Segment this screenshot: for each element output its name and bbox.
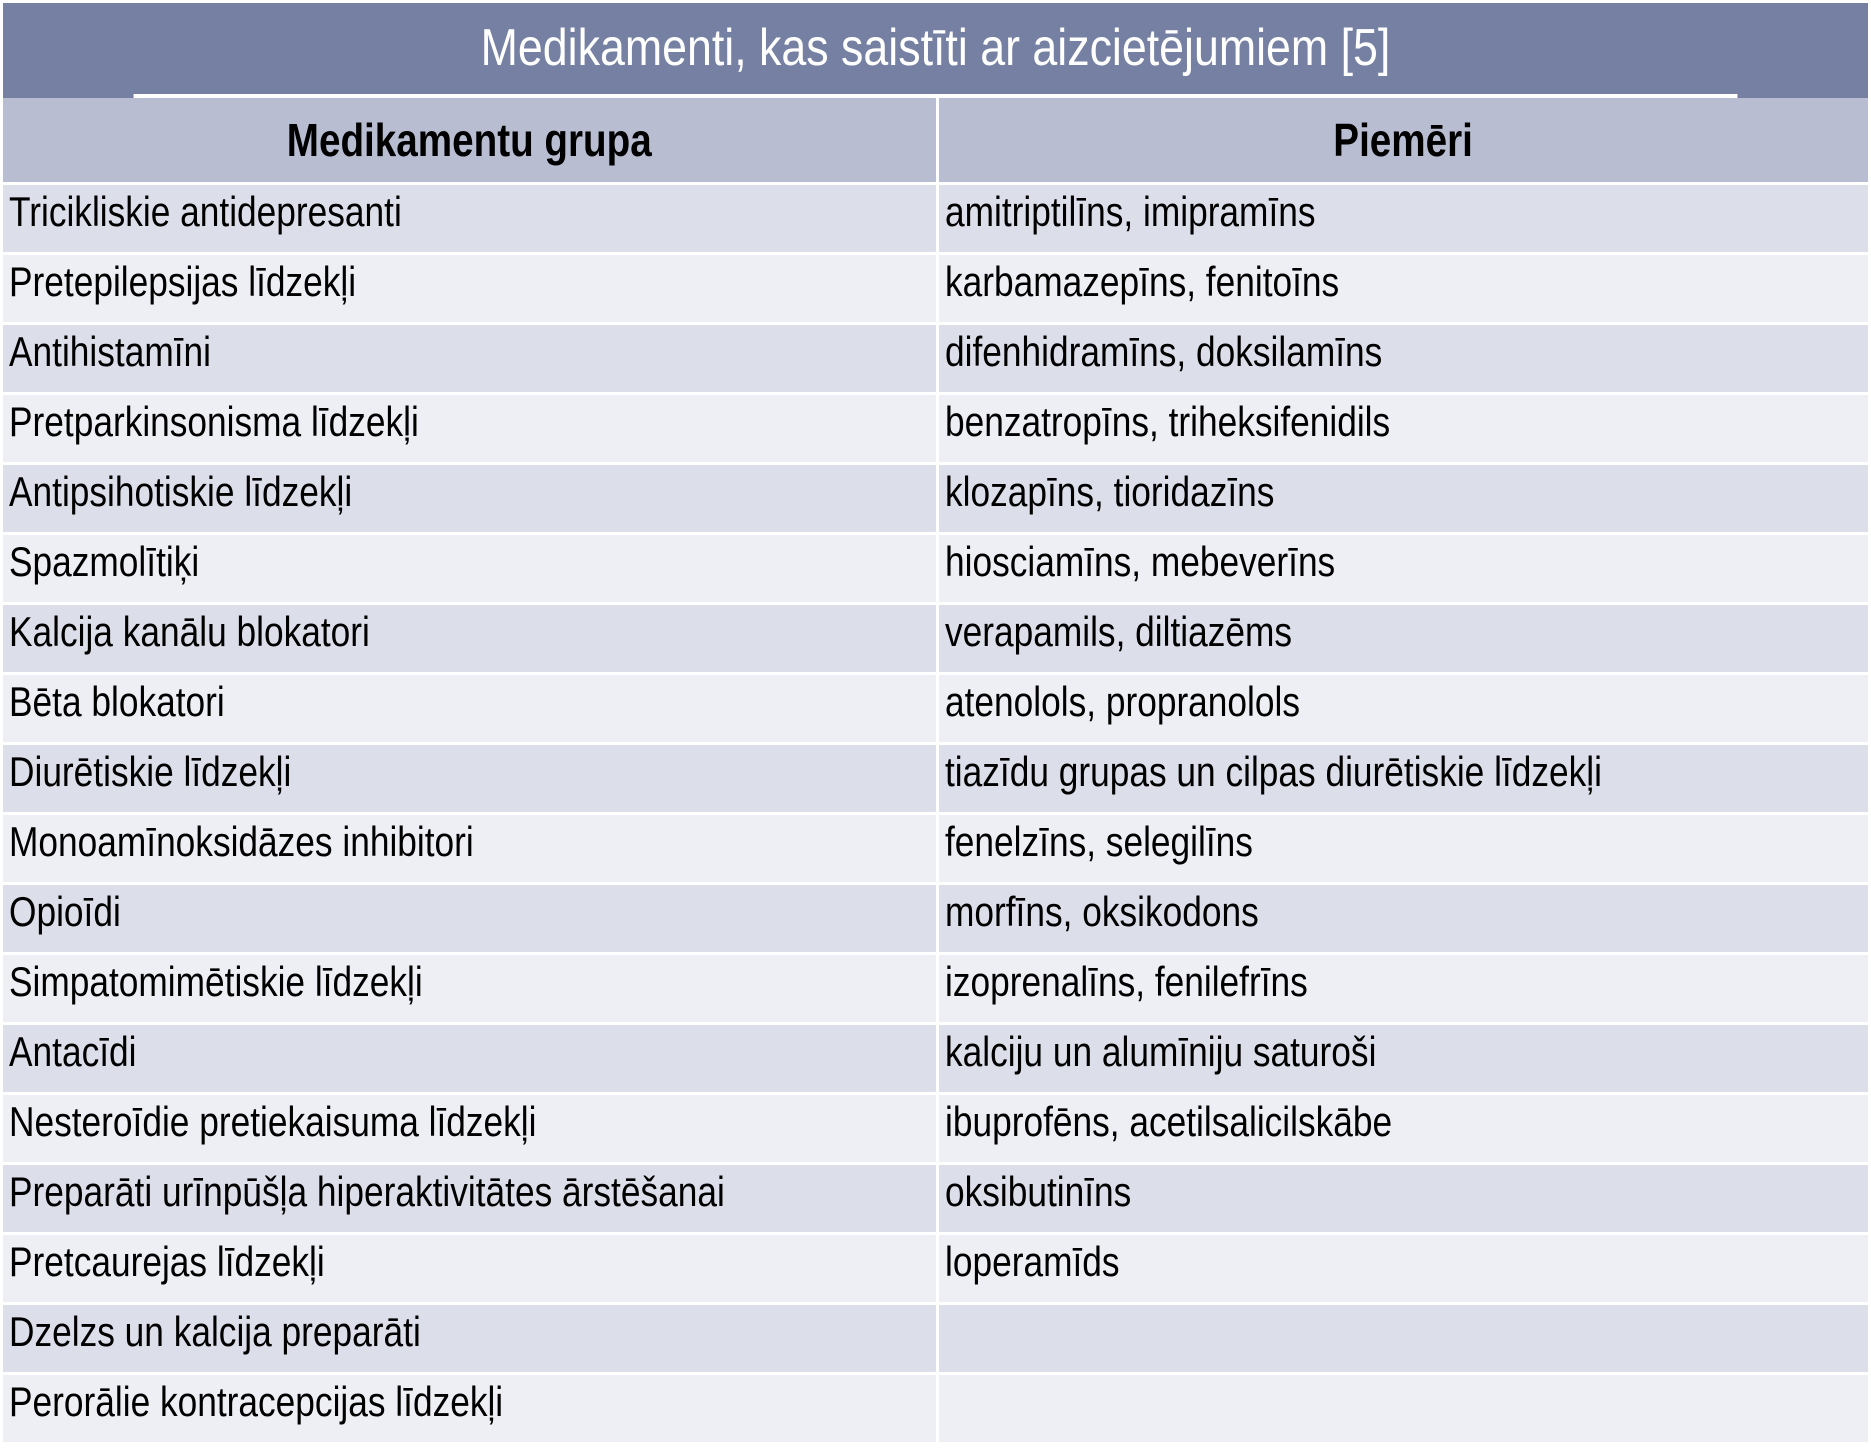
- table-row: [3, 814, 1868, 884]
- cell-medication-group: Spazmolītiķi: [3, 534, 937, 604]
- cell-examples: [937, 1304, 1868, 1374]
- cell-examples: fenelzīns, selegilīns: [937, 814, 1868, 884]
- cell-examples: klozapīns, tioridazīns: [937, 464, 1868, 534]
- table-title-bar: [3, 3, 1868, 98]
- cell-medication-group: Pretparkinsonisma līdzekļi: [3, 394, 937, 464]
- medications-table-container: [3, 3, 1868, 1445]
- cell-medication-group: Dzelzs un kalcija preparāti: [3, 1304, 937, 1374]
- table-row: [3, 1094, 1868, 1164]
- cell-examples: atenolols, propranolols: [937, 674, 1868, 744]
- cell-medication-group: Antipsihotiskie līdzekļi: [3, 464, 937, 534]
- cell-examples: benzatropīns, triheksifenidils: [937, 394, 1868, 464]
- cell-medication-group: Opioīdi: [3, 884, 937, 954]
- table-row: [3, 954, 1868, 1024]
- cell-examples: hiosciamīns, mebeverīns: [937, 534, 1868, 604]
- cell-examples: tiazīdu grupas un cilpas diurētiskie līdzekļi: [937, 744, 1868, 814]
- cell-examples: oksibutinīns: [937, 1164, 1868, 1234]
- column-header-group: Medikamentu grupa: [3, 98, 937, 184]
- cell-medication-group: Antacīdi: [3, 1024, 937, 1094]
- cell-examples: ibuprofēns, acetilsalicilskābe: [937, 1094, 1868, 1164]
- cell-medication-group: Kalcija kanālu blokatori: [3, 604, 937, 674]
- table-row: [3, 324, 1868, 394]
- table-row: [3, 604, 1868, 674]
- table-row: [3, 744, 1868, 814]
- table-row: [3, 1164, 1868, 1234]
- table-row: [3, 254, 1868, 324]
- table-row: [3, 1024, 1868, 1094]
- table-row: [3, 534, 1868, 604]
- cell-medication-group: Pretepilepsijas līdzekļi: [3, 254, 937, 324]
- cell-medication-group: Nesteroīdie pretiekaisuma līdzekļi: [3, 1094, 937, 1164]
- cell-examples: morfīns, oksikodons: [937, 884, 1868, 954]
- cell-medication-group: Preparāti urīnpūšļa hiperaktivitātes ārstēšanai: [3, 1164, 937, 1234]
- cell-examples: izoprenalīns, fenilefrīns: [937, 954, 1868, 1024]
- table-row: [3, 884, 1868, 954]
- cell-examples: loperamīds: [937, 1234, 1868, 1304]
- cell-examples: difenhidramīns, doksilamīns: [937, 324, 1868, 394]
- medications-table: [3, 98, 1868, 1445]
- cell-medication-group: Simpatomimētiskie līdzekļi: [3, 954, 937, 1024]
- table-title: Medikamenti, kas saistīti ar aizcietējumiem [5]: [134, 3, 1738, 98]
- cell-medication-group: Perorālie kontracepcijas līdzekļi: [3, 1374, 937, 1444]
- column-header-examples: Piemēri: [937, 98, 1868, 184]
- cell-medication-group: Tricikliskie antidepresanti: [3, 184, 937, 254]
- cell-examples: kalciju un alumīniju saturoši: [937, 1024, 1868, 1094]
- table-row: [3, 1234, 1868, 1304]
- cell-examples: verapamils, diltiazēms: [937, 604, 1868, 674]
- table-row: [3, 464, 1868, 534]
- cell-examples: amitriptilīns, imipramīns: [937, 184, 1868, 254]
- table-row: [3, 184, 1868, 254]
- cell-medication-group: Antihistamīni: [3, 324, 937, 394]
- table-header-row: [3, 98, 1868, 184]
- table-row: [3, 674, 1868, 744]
- cell-medication-group: Bēta blokatori: [3, 674, 937, 744]
- cell-examples: [937, 1374, 1868, 1444]
- table-row: [3, 1304, 1868, 1374]
- cell-medication-group: Monoamīnoksidāzes inhibitori: [3, 814, 937, 884]
- cell-medication-group: Diurētiskie līdzekļi: [3, 744, 937, 814]
- table-row: [3, 394, 1868, 464]
- cell-medication-group: Pretcaurejas līdzekļi: [3, 1234, 937, 1304]
- cell-examples: karbamazepīns, fenitoīns: [937, 254, 1868, 324]
- table-row: [3, 1374, 1868, 1444]
